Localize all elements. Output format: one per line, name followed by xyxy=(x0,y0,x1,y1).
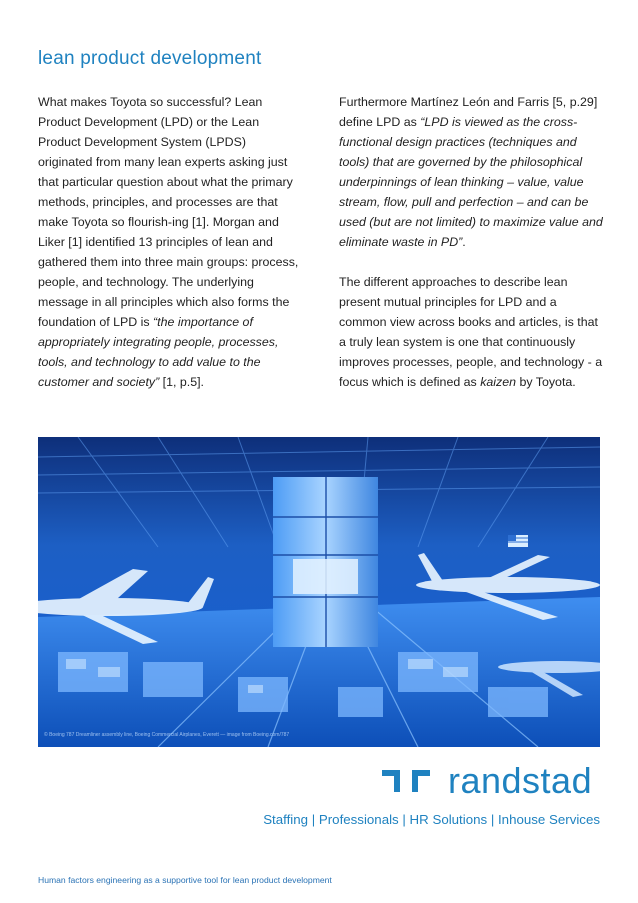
footer-text: Human factors engineering as a supportive tool for lean product development xyxy=(38,875,332,885)
right-paragraph-1: Furthermore Martínez León and Farris [5, p.29] define LPD as “LPD is viewed as the cross-functional design practices (techniques and tools) that are governed by the philosophical underpinnings of lean thinking – value, value stream, flow, pull and perfection – and can be used (but are not limited) to maximize value and eliminate waste in PD”. xyxy=(339,95,603,249)
right-quote: “LPD is viewed as the cross-functional design practices (techniques and tools) that are governed by the philosophical underpinnings of lean thinking – value, value stream, flow, pull and perfection – and can be used (but are not limited) to maximize value and eliminate waste in PD” xyxy=(339,115,603,249)
page-title: lean product development xyxy=(38,48,262,69)
flag-icon xyxy=(508,535,528,547)
randstad-logo-icon xyxy=(380,768,432,794)
left-column xyxy=(38,92,300,412)
left-quote: “the importance of appropriately integrating people, processes, tools, and technology to add value to the customer and society” xyxy=(38,315,279,389)
factory-illustration xyxy=(38,437,600,747)
kaizen-term: kaizen xyxy=(480,375,517,389)
right-paragraph-2: The different approaches to describe lean present mutual principles for LPD and a common view across books and articles, is that a truly lean system is one that continuously improves processes, people, and technology - a focus which is defined as kaizen by Toyota. xyxy=(339,275,603,389)
right-column xyxy=(339,92,605,412)
photo-caption: © Boeing 787 Dreamliner assembly line, Boeing Commercial Airplanes, Everett — image from Boeing.com/787 xyxy=(44,732,290,738)
randstad-wordmark: randstad xyxy=(448,760,593,801)
left-paragraph-1: What makes Toyota so successful? Lean Product Development (LPD) or the Lean Product Development System (LPDS) originated from many lean experts asking just that particular question about what the primary methods, principles, and processes are that make Toyota so flourish-ing [1]. Morgan and Liker [1] identified 13 principles of lean and gathered them into three main groups: process, people, and technology. The underlying message in all principles which also forms the foundation of LPD is “the importance of appropriately integrating people, processes, tools, and technology to add value to the customer and society” [1, p.5]. xyxy=(38,95,299,389)
randstad-logo xyxy=(380,760,602,800)
services-tagline: Staffing | Professionals | HR Solutions | Inhouse Services xyxy=(263,812,600,827)
factory-photo xyxy=(38,437,600,747)
